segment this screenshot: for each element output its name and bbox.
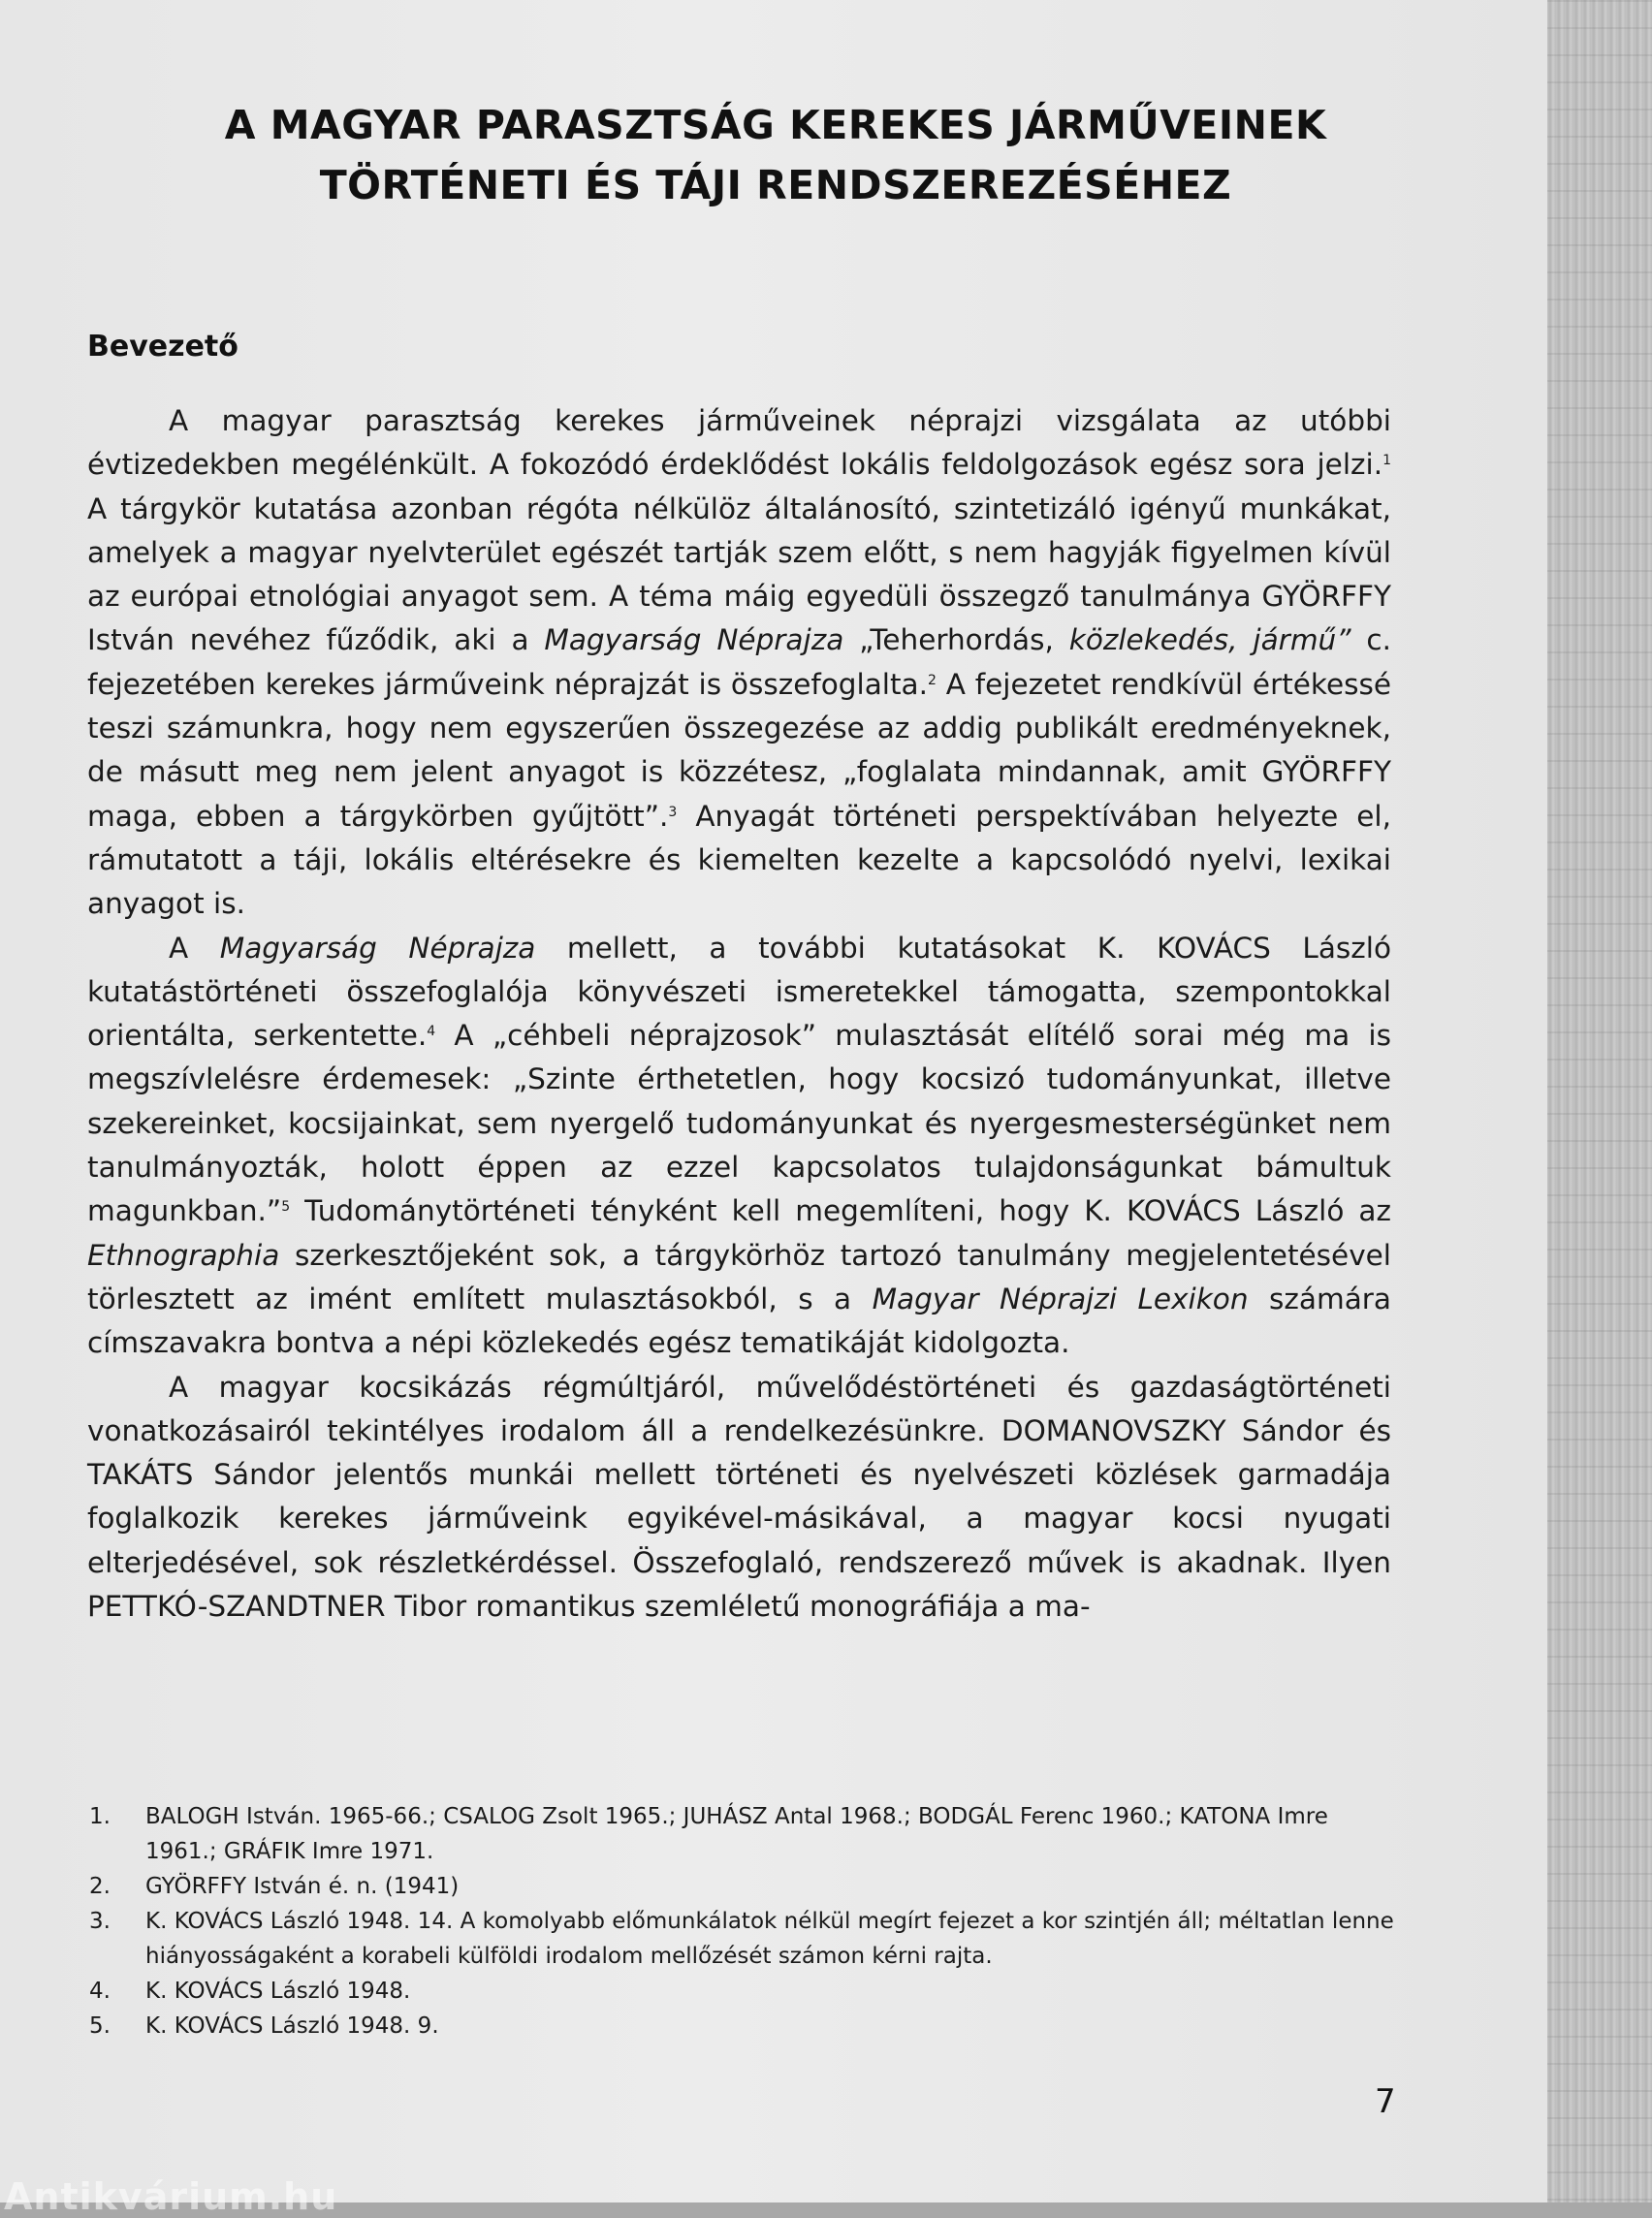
body-text	[87, 399, 1391, 1629]
footnote-number: 5.	[89, 2013, 111, 2039]
paragraph-3: A magyar kocsikázás régmúltjáról, művelődéstörténeti és gazdaságtörténeti vonatkozásairól tekintélyes irodalom áll a rendelkezésünkre. DOMANOVSZKY Sándor és TAKÁTS Sándor jelentős munkái mellett történeti és nyelvészeti közlések garmadája foglalkozik kerekes járműveink egyikével-másikával, a magyar kocsi nyugati elterjedésével, sok részletkérdéssel. Összefoglaló, rendszerező művek is akadnak. Ilyen PETTKÓ-SZANDTNER Tibor romantikus szemléletű monográfiája a ma-	[87, 1370, 1391, 1624]
chapter-title	[145, 95, 1406, 215]
footnote-ref-3: 3	[668, 804, 678, 820]
page-number: 7	[1375, 2082, 1396, 2121]
footnote-number: 4.	[89, 1979, 111, 2004]
paragraph-2: A Magyarság Néprajza mellett, a további kutatásokat K. KOVÁCS László kutatástörténeti összefoglalója könyvészeti ismeretekkel támogatta, szempontokkal orientálta, serkentette.$^4$ A „céhbeli néprajzosok” mulasztását elítélő sorai még ma is megszívlelésre érdemesek: „Szinte érthetetlen, hogy kocsizó tudományunkat, illetve szekereinket, kocsijainkat, sem nyergelő tudományunkat és nyergesmesterségünket nem tanulmányozták, holott éppen az ezzel kapcsolatos tulajdonságunkat bámultuk magunkban.”$^5$ Tudománytörténeti tényként kell megemlíteni, hogy K. KOVÁCS László az Ethnographia szerkesztőjeként sok, a tárgykörhöz tartozó tanulmány megjelentetésével törlesztett az imént említett mulasztásokból, s a Magyar Néprajzi Lexikon számára címszavakra bontva a népi közlekedés egész tematikáját kidolgozta.	[87, 931, 1392, 1360]
footnote-number: 3.	[89, 1909, 111, 1934]
footnotes	[89, 1799, 1398, 2044]
footnote-text: K. KOVÁCS László 1948.	[145, 1979, 411, 2004]
footnote-item	[89, 1904, 1398, 1974]
footnote-number: 1.	[89, 1804, 111, 1829]
footnote-text: K. KOVÁCS László 1948. 9.	[145, 2013, 439, 2039]
footnote-item	[89, 2009, 1398, 2044]
section-heading: Bevezető	[87, 330, 238, 364]
footnote-ref-4: 4	[427, 1024, 436, 1040]
footnote-number: 2.	[89, 1874, 111, 1899]
chapter-title-line-2: TÖRTÉNETI ÉS TÁJI RENDSZEREZÉSÉHEZ	[319, 162, 1232, 208]
chapter-title-line-1: A MAGYAR PARASZTSÁG KEREKES JÁRMŰVEINEK	[224, 102, 1327, 148]
paragraph-1: A magyar parasztság kerekes járműveinek néprajzi vizsgálata az utóbbi évtizedekben megélénkült. A fokozódó érdeklődést lokális feldolgozások egész sora jelzi.$^1$ A tárgykör kutatása azonban régóta nélkülöz általánosító, szintetizáló igényű munkákat, amelyek a magyar nyelvterület egészét tartják szem előtt, s nem hagyják figyelmen kívül az európai etnológiai anyagot sem. A téma máig egyedüli összegző tanulmánya GYÖRFFY István nevéhez fűződik, aki a Magyarság Néprajza „Teherhordás, közlekedés, jármű” c. fejezetében kerekes járműveink néprajzát is összefoglalta.$^2$ A fejezetet rendkívül értékessé teszi számunkra, hogy nem egyszerűen összegezése az addig publikált eredményeknek, de másutt meg nem jelent anyagot is közzétesz, „foglalata mindannak, amit GYÖRFFY maga, ebben a tárgykörben gyűjtött”.$^3$ Anyagát történeti perspektívában helyezte el, rámutatott a táji, lokális eltérésekre és kiemelten kezelte a kapcsolódó nyelvi, lexikai anyagot is.	[87, 404, 1391, 921]
footnote-text: BALOGH István. 1965-66.; CSALOG Zsolt 1965.; JUHÁSZ Antal 1968.; BODGÁL Ferenc 1960.; KATONA Imre 1961.; GRÁFIK Imre 1971.	[145, 1804, 1328, 1864]
page-edge-lines	[1547, 0, 1652, 2202]
footnote-item	[89, 1869, 1398, 1904]
footnote-text: GYÖRFFY István é. n. (1941)	[145, 1874, 460, 1899]
footnote-item	[89, 1799, 1398, 1869]
watermark-text: Antikvárium.hu	[4, 2175, 338, 2218]
footnote-item	[89, 1974, 1398, 2009]
footnote-text: K. KOVÁCS László 1948. 14. A komolyabb előmunkálatok nélkül megírt fejezet a kor szintjén áll; méltatlan lenne hiányosságaként a korabeli külföldi irodalom mellőzését számon kérni rajta.	[145, 1909, 1394, 1969]
footnote-ref-5: 5	[281, 1199, 291, 1216]
footnote-ref-1: 1	[1382, 453, 1391, 469]
footnote-ref-2: 2	[928, 672, 937, 688]
